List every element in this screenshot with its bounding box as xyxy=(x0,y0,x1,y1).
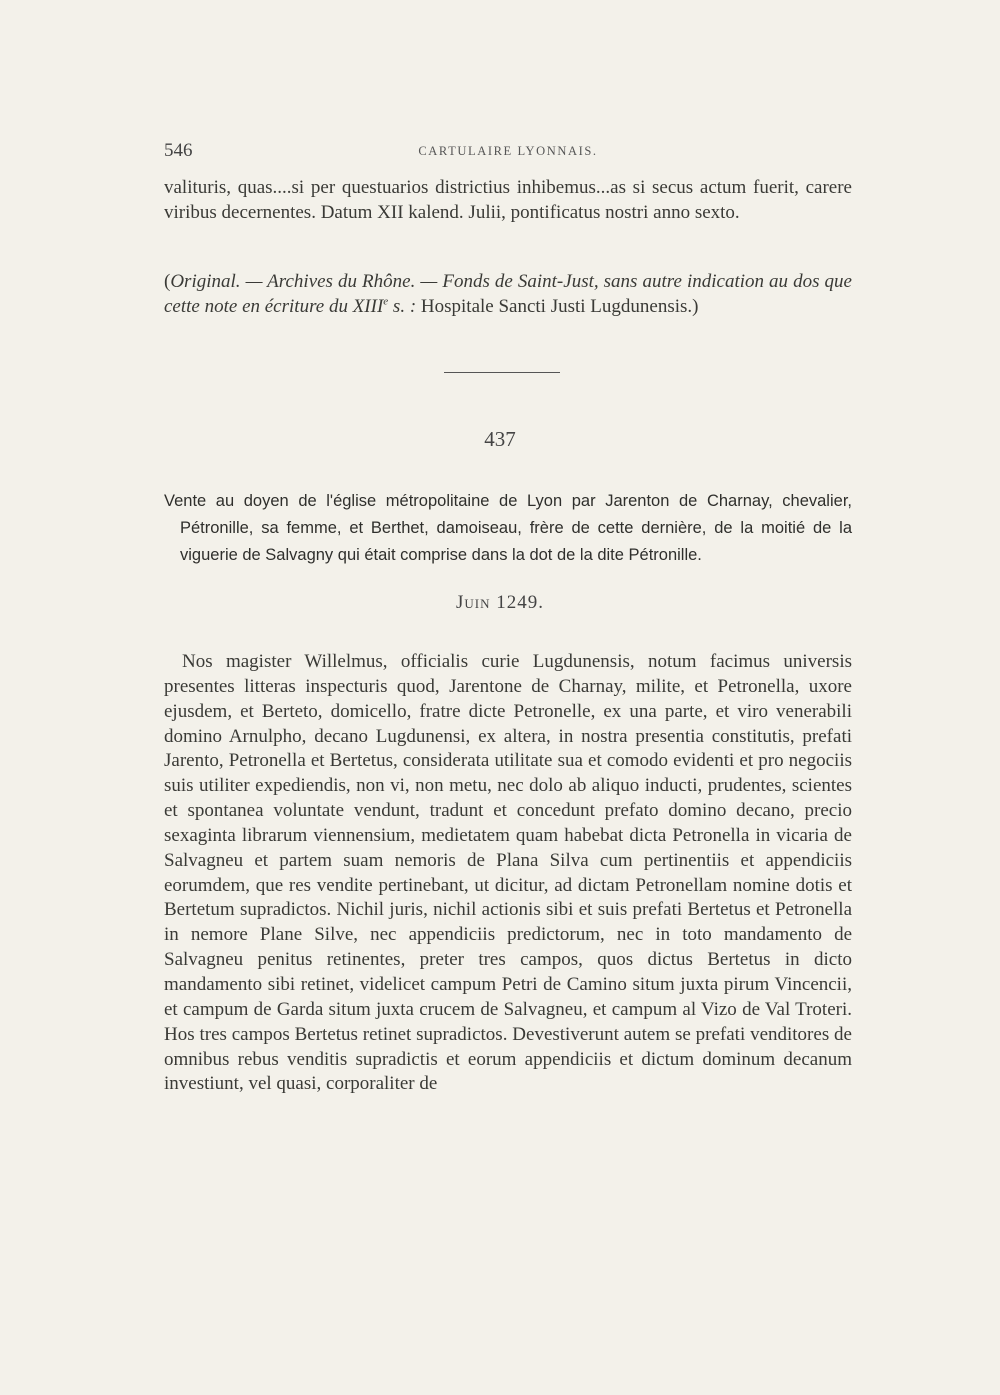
running-title: CARTULAIRE LYONNAIS. xyxy=(418,144,598,158)
page-number: 546 xyxy=(164,140,193,161)
page-header xyxy=(164,140,852,170)
main-text: Nos magister Willelmus, officialis curie Lugdunensis, notum facimus universis presentes litteras inspecturis quod, Jarentone de Charnay, milite, et Petronella, uxore ejusdem, et Berteto, domicello, fratre dicte Petronelle, ex una parte, et viro venerabili domino Arnulpho, decano Lugdunensi, ex altera, in nostra presentia constitutis, prefati Jarento, Petronella et Bertetus, considerata utilitate sua et comodo evidenti et pro negociis suis utiliter expediendis, non vi, non metu, nec dolo ab aliquo inducti, prudentes, scientes et spontanea voluntate vendunt, tradunt et concedunt prefato domino decano, precio sexaginta librarum viennensium, medietatem quam habebat dicta Petronella in vicaria de Salvagneu et partem suam nemoris de Plana Silva cum pertinentiis et appendiciis eorumdem, que res vendite pertinebant, ut dicitur, ad dictam Petronellam nomine dotis et Bertetum supradictos. Nichil juris, nichil actionis sibi et suis prefati Bertetus et Petronella in nemore Plane Silve, nec appendiciis predictorum, nec in toto mandamento de Salvagneu penitus retinentes, preter tres campos, quos dictus Bertetus in dicto mandamento sibi retinet, videlicet campum Petri de Camino situm juxta pirum Vincencii, et campum de Garda situm juxta crucem de Salvagneu, et campum al Vizo de Val Troteri. Hos tres campos Bertetus retinet supradictos. Devestiverunt autem se prefati venditores de omnibus rebus venditis supradictis et eorum appendiciis et dictum dominum decanum investiunt, vel quasi, corporaliter de xyxy=(164,651,852,1095)
source-note-open: ( xyxy=(164,271,171,292)
continuation-text: valituris, quas....si per questuarios districtius inhibemus...as si secus actum fuerit, carere viribus decernentes. Datum XII kalend. Julii, pontificatus nostri anno sexto. xyxy=(164,177,852,223)
source-note-sup: e xyxy=(383,295,389,308)
source-note-part3: Hospitale Sancti Justi Lugdunensis.) xyxy=(416,295,699,317)
source-note-part1: Original. — Archives du Rhône. — Fonds de Saint-Just, sans autre indication au dos que cette note en écriture du XIII xyxy=(164,271,852,317)
act-summary: Vente au doyen de l'église métropolitaine de Lyon par Jarenton de Charnay, chevalier, Pétronille, sa femme, et Berthet, damoiseau, frère de cette dernière, de la moitié de la viguerie de Salvagny qui était comprise dans la dot de la dite Pétronille. xyxy=(164,492,852,564)
section-divider xyxy=(444,372,560,373)
act-date: Juin 1249. xyxy=(456,592,544,613)
act-number: 437 xyxy=(484,427,516,451)
source-note-part2: s. : xyxy=(388,295,417,317)
source-note xyxy=(164,270,852,320)
